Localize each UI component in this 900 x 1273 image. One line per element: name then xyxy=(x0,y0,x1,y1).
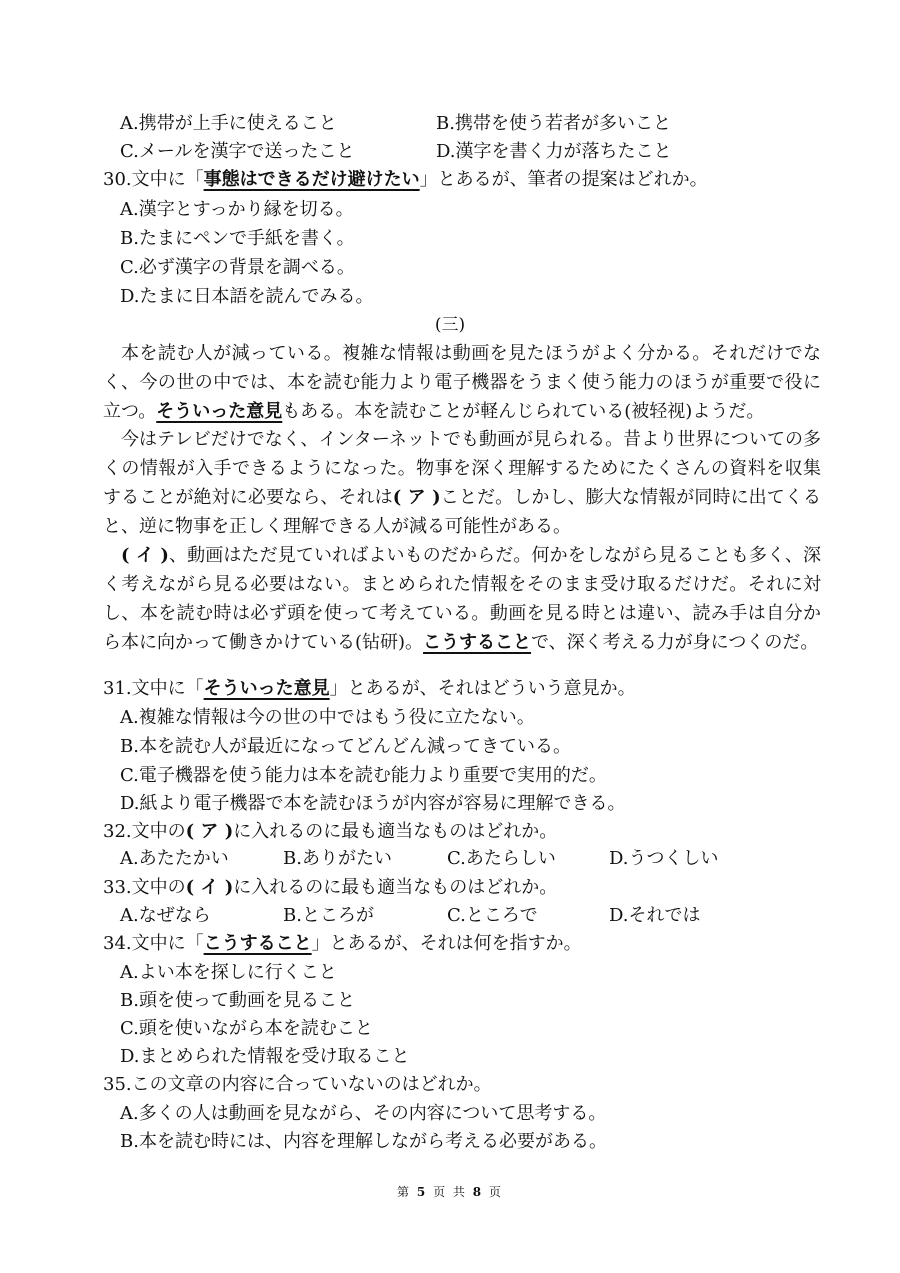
footer-mid: 页 共 xyxy=(433,1185,467,1199)
q33-option-a: A.なぜなら xyxy=(120,905,211,926)
q32-option-b: B.ありがたい xyxy=(283,848,392,869)
q33-stem xyxy=(103,874,803,902)
q30-stem xyxy=(103,166,803,194)
q33-suffix: に入れるのに最も適当なものはどれか。 xyxy=(233,877,558,898)
p3-text-b: で、深く考える力が身につくのだ。 xyxy=(531,632,819,653)
q31-option-d: D.紙より電子機器で本を読むほうが内容が容易に理解できる。 xyxy=(120,793,626,814)
p2-text-a: 今はテレビだけでなく、インターネットでも動画が見られる。昔より世界についての多くの情報が入手できるようになった。物事を深く理解するためにたくさんの資料を収集することが絶対に必要なら、それは xyxy=(103,429,821,508)
q32-option-c: C.あたらしい xyxy=(447,848,556,869)
q32-option-a: A.あたたかい xyxy=(120,848,229,869)
section-heading: (三) xyxy=(434,315,466,335)
q29-option-d: D.漢字を書く力が落ちたこと xyxy=(436,141,672,162)
q31-quote: そういった意見 xyxy=(203,678,330,699)
q32-suffix: に入れるのに最も適当なものはどれか。 xyxy=(233,821,558,842)
q31-prefix: 31.文中に「 xyxy=(103,678,204,699)
q35-stem: 35.この文章の内容に合っていないのはどれか。 xyxy=(103,1074,492,1095)
passage-paragraph-1 xyxy=(103,339,821,426)
footer-post: 页 xyxy=(488,1185,503,1199)
q30-option-d: D.たまに日本語を読んでみる。 xyxy=(120,286,374,307)
q30-suffix: 」とあるが、筆者の提案はどれか。 xyxy=(419,169,708,190)
q34-quote: こうすること xyxy=(203,933,312,954)
footer-page-number: 5 xyxy=(416,1185,428,1199)
footer-total-pages: 8 xyxy=(472,1185,484,1199)
q31-option-c: C.電子機器を使う能力は本を読む能力より重要で実用的だ。 xyxy=(120,765,607,786)
q31-option-b: B.本を読む人が最近になってどんどん減ってきている。 xyxy=(120,736,571,757)
q30-prefix: 30.文中に「 xyxy=(103,169,204,190)
q33-option-d: D.それでは xyxy=(609,905,701,926)
passage-paragraph-2 xyxy=(103,425,821,541)
p2-blank-a: ( ア ) xyxy=(392,487,441,508)
q34-stem xyxy=(103,930,803,958)
q29-option-c: C.メールを漢字で送ったこと xyxy=(120,141,355,162)
q32-option-d: D.うつくしい xyxy=(609,848,719,869)
q30-quote: 事態はできるだけ避けたい xyxy=(203,169,420,190)
p1-text-a: 本を読む人が減っている。複雑な情報は動画を見たほうがよく分かる。それだけでなく、今の世の中では、本を読む能力より電子機器をうまく使う能力のほうが重要で役に立つ。 xyxy=(103,343,821,422)
p3-blank-i: ( イ ) xyxy=(121,545,169,566)
q30-option-b: B.たまにペンで手紙を書く。 xyxy=(120,228,355,249)
q30-option-a: A.漢字とすっかり縁を切る。 xyxy=(120,199,354,220)
p1-text-b: もある。本を読むことが軽んじられている(被轻视)ようだ。 xyxy=(282,401,765,422)
q33-option-b: B.ところが xyxy=(283,905,374,926)
p1-underlined-phrase: そういった意見 xyxy=(156,401,283,422)
q34-suffix: 」とあるが、それは何を指すか。 xyxy=(311,933,582,954)
q34-option-c: C.頭を使いながら本を読むこと xyxy=(120,1018,373,1039)
q35-option-b: B.本を読む時には、内容を理解しながら考える必要がある。 xyxy=(120,1131,607,1152)
passage-paragraph-3 xyxy=(103,541,821,657)
q33-blank: ( イ ) xyxy=(185,877,234,898)
q34-option-b: B.頭を使って動画を見ること xyxy=(120,990,355,1011)
q31-stem xyxy=(103,675,803,703)
q31-option-a: A.複雑な情報は今の世の中ではもう役に立たない。 xyxy=(120,707,535,728)
q33-prefix: 33.文中の xyxy=(103,877,186,898)
q31-suffix: 」とあるが、それはどういう意見か。 xyxy=(329,678,636,699)
q32-blank: ( ア ) xyxy=(185,821,234,842)
q34-option-a: A.よい本を探しに行くこと xyxy=(120,962,337,983)
q29-option-b: B.携帯を使う若者が多いこと xyxy=(436,113,671,134)
q33-option-c: C.ところで xyxy=(447,905,538,926)
q34-option-d: D.まとめられた情報を受け取ること xyxy=(120,1046,410,1067)
q35-option-a: A.多くの人は動画を見ながら、その内容について思考する。 xyxy=(120,1103,607,1124)
q32-prefix: 32.文中の xyxy=(103,821,186,842)
q29-option-a: A.携帯が上手に使えること xyxy=(120,113,337,134)
q30-option-c: C.必ず漢字の背景を調べる。 xyxy=(120,257,355,278)
footer-pre: 第 xyxy=(397,1185,412,1199)
q34-prefix: 34.文中に「 xyxy=(103,933,204,954)
q32-stem xyxy=(103,818,803,846)
page-footer xyxy=(0,1183,900,1201)
p3-text-a: 、動画はただ見ていればよいものだからだ。何かをしながら見ることも多く、深く考えながら見る必要はない。まとめられた情報をそのまま受け取るだけだ。それに対し、本を読む時は必ず頭を使って考えている。動画を見る時とは違い、読み手は自分から本に向かって働きかけている(钻研)。 xyxy=(103,545,821,653)
p3-underlined-phrase: こうすること xyxy=(423,632,532,653)
p2-text-b: ことだ。しかし、膨大な情報が同時に出てくると、逆に物事を正しく理解できる人が減る可能性がある。 xyxy=(103,487,822,537)
